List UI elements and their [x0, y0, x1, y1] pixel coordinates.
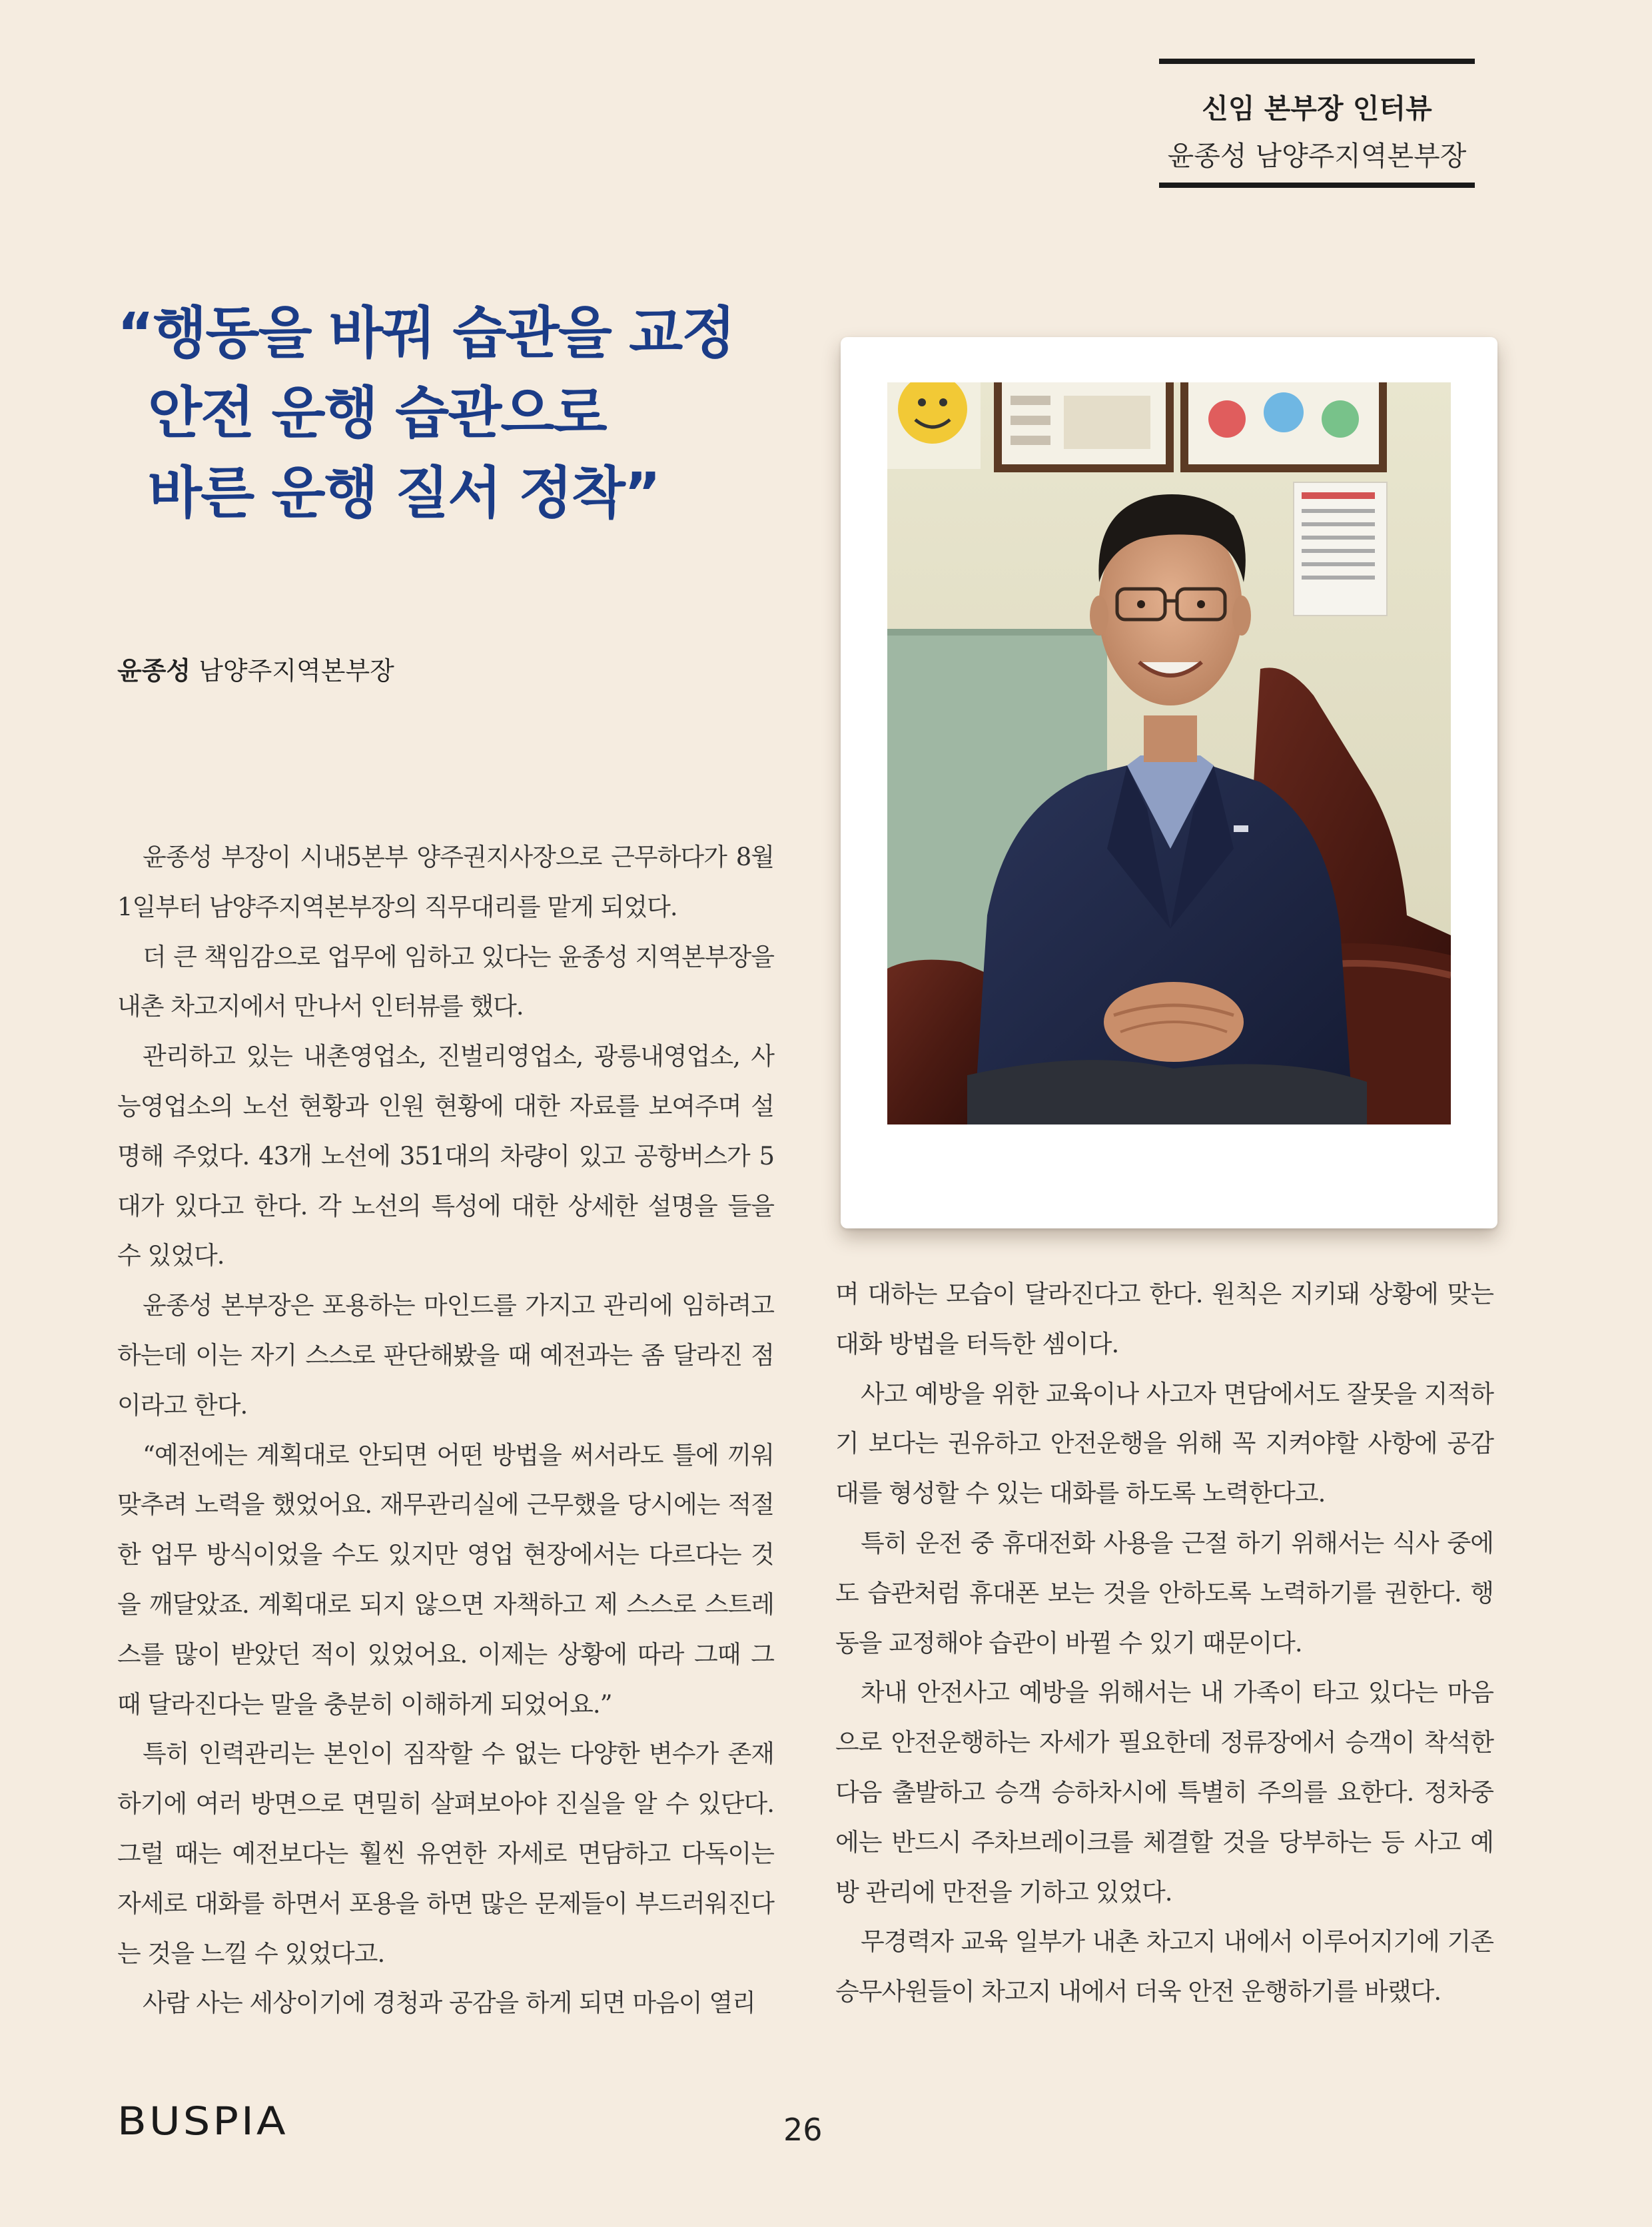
paragraph: 며 대하는 모습이 달라진다고 한다. 원칙은 지키돼 상황에 맞는 대화 방법을 터득한 셈이다. [835, 1280, 1493, 1358]
page-number: 26 [783, 2112, 823, 2148]
section-kicker: 신임 본부장 인터뷰 [1202, 93, 1432, 125]
byline [117, 650, 394, 687]
paragraph: 사고 예방을 위한 교육이나 사고자 면담에서도 잘못을 지적하기 보다는 권유하고 안전운행을 위해 꼭 지켜야할 사항에 공감대를 형성할 수 있는 대화를 하도록 노력한다고. [835, 1379, 1493, 1508]
paragraph: 관리하고 있는 내촌영업소, 진벌리영업소, 광릉내영업소, 사능영업소의 노선 현황과 인원 현황에 대한 자료를 보여주며 설명해 주었다. 43개 노선에 351대의 차량이 있고 공항버스가 5대가 있다고 한다. 각 노선의 특성에 대한 상세한 설명을 들을 수 있었다. [117, 1042, 774, 1270]
headline-line-1: “행동을 바꿔 습관을 교정 [117, 300, 735, 366]
headline-line-3: 바른 운행 질서 정착” [148, 460, 660, 526]
magazine-logo: BUSPIA [117, 2099, 288, 2144]
paragraph: 윤종성 부장이 시내5본부 양주권지사장으로 근무하다가 8월 1일부터 남양주지역본부장의 직무대리를 맡게 되었다. [117, 843, 774, 921]
article-left-column [117, 833, 774, 2028]
quote-paragraph: “예전에는 계획대로 안되면 어떤 방법을 써서라도 틀에 끼워 맞추려 노력을 했었어요. 재무관리실에 근무했을 당시에는 적절한 업무 방식이었을 수도 있지만 영업 현장에서는 다르다는 것을 깨달았죠. 계획대로 되지 않으면 자책하고 제 스스로 스트레스를 많이 받았던 적이 있었어요. 이제는 상황에 따라 그때 그 때 달라진다는 말을 충분히 이해하게 되었어요.” [117, 1440, 774, 1719]
paragraph: 차내 안전사고 예방을 위해서는 내 가족이 타고 있다는 마음으로 안전운행하는 자세가 필요한데 정류장에서 승객이 착석한 다음 출발하고 승객 승하차시에 특별히 주의를 요한다. 정차중에는 반드시 주차브레이크를 체결할 것을 당부하는 등 사고 예방 관리에 만전을 기하고 있었다. [835, 1678, 1493, 1907]
byline-name: 윤종성 [117, 656, 191, 685]
section-subtitle: 윤종성 남양주지역본부장 [1167, 140, 1467, 172]
paragraph: 윤종성 본부장은 포용하는 마인드를 가지고 관리에 임하려고 하는데 이는 자기 스스로 판단해봤을 때 예전과는 좀 달라진 점이라고 한다. [117, 1291, 774, 1420]
interview-photo [887, 382, 1451, 1124]
paragraph: 사람 사는 세상이기에 경청과 공감을 하게 되면 마음이 열리 [143, 1989, 755, 2018]
paragraph: 특히 인력관리는 본인이 짐작할 수 없는 다양한 변수가 존재하기에 여러 방면으로 면밀히 살펴보아야 진실을 알 수 있단다. 그럴 때는 예전보다는 훨씬 유연한 자세로 면담하고 다독이는 자세로 대화를 하면서 포용을 하면 많은 문제들이 부드러워진다는 것을 느낄 수 있었다고. [117, 1739, 774, 1968]
headline [117, 293, 783, 533]
headline-line-2: 안전 운행 습관으로 [148, 380, 606, 446]
section-header [1159, 59, 1475, 188]
paragraph: 특히 운전 중 휴대전화 사용을 근절 하기 위해서는 식사 중에도 습관처럼 휴대폰 보는 것을 안하도록 노력하기를 권한다. 행동을 교정해야 습관이 바뀔 수 있기 때문이다. [835, 1528, 1493, 1657]
paragraph: 무경력자 교육 일부가 내촌 차고지 내에서 이루어지기에 기존 승무사원들이 차고지 내에서 더욱 안전 운행하기를 바랬다. [835, 1927, 1493, 2006]
interview-photo-frame [841, 337, 1497, 1228]
paragraph: 더 큰 책임감으로 업무에 임하고 있다는 윤종성 지역본부장을 내촌 차고지에서 만나서 인터뷰를 했다. [117, 942, 774, 1021]
byline-title: 남양주지역본부장 [199, 656, 394, 685]
article-right-column [835, 1270, 1493, 2017]
